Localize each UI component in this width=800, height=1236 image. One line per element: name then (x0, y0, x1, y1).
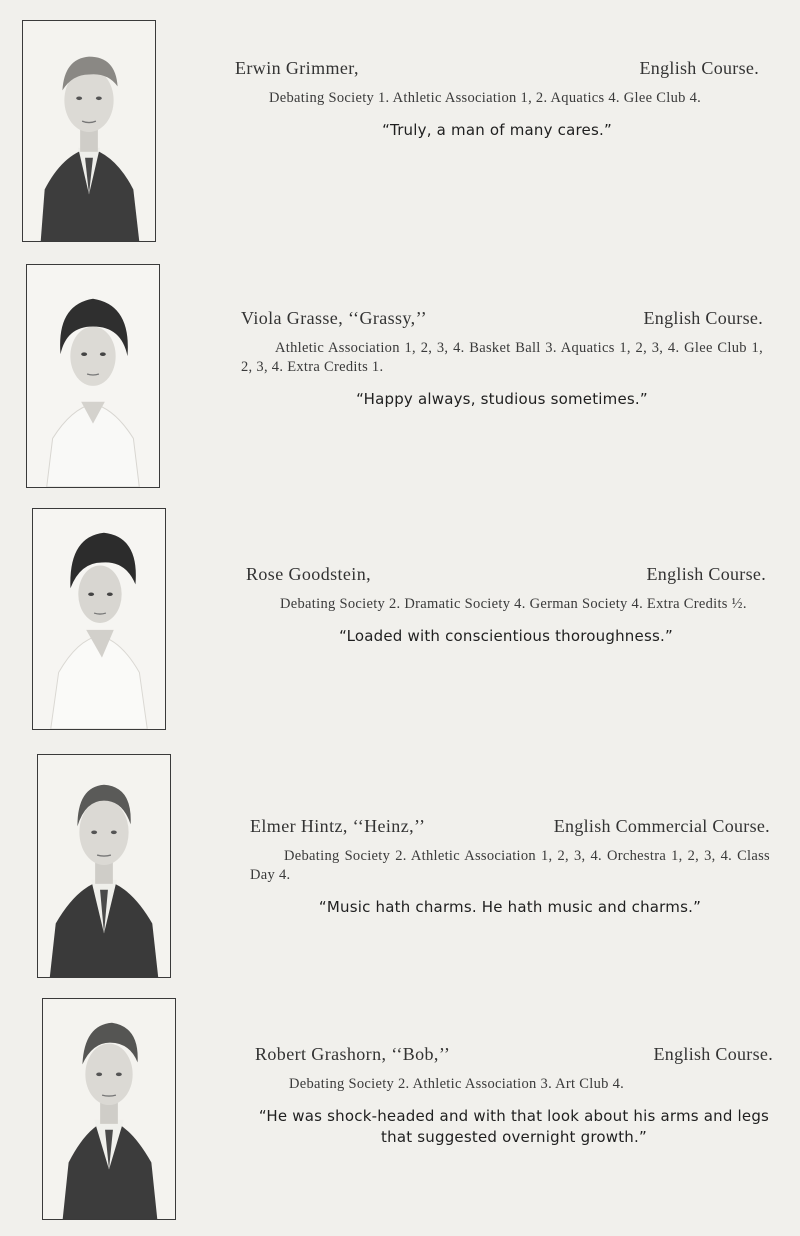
student-info (235, 58, 759, 141)
student-portrait (26, 264, 160, 488)
activities: Debating Society 1. Athletic Association 1, 2. Aquatics 4. Glee Club 4. (269, 90, 702, 106)
student-quote: “Music hath charms. He hath music and charms.” (318, 898, 702, 916)
student-portrait (42, 998, 176, 1220)
name-line (235, 58, 759, 79)
student-quote: “He was shock-headed and with that look about his arms and legs that suggested overnight growth.” (258, 1107, 770, 1146)
course-name: English Commercial Course. (553, 816, 770, 836)
course-name: English Course. (643, 308, 763, 328)
course-name: English Course. (646, 564, 766, 584)
student-info (241, 308, 763, 410)
student-name: Elmer Hintz, ‘‘Heinz,’’ (250, 816, 426, 836)
student-name: Erwin Grimmer, (235, 58, 359, 78)
student-name: Rose Goodstein, (246, 564, 371, 584)
name-line (250, 816, 770, 837)
student-info (255, 1044, 773, 1148)
course-name: English Course. (653, 1044, 773, 1064)
student-quote: “Truly, a man of many cares.” (382, 121, 612, 139)
activities: Debating Society 2. Athletic Association 3. Art Club 4. (289, 1076, 625, 1092)
activities: Debating Society 2. Dramatic Society 4. German Society 4. Extra Credits ½. (280, 596, 747, 612)
student-quote: “Happy always, studious sometimes.” (356, 390, 648, 408)
student-info (246, 564, 766, 647)
student-info (250, 816, 770, 918)
student-quote: “Loaded with conscientious thoroughness.” (339, 627, 673, 645)
student-portrait (37, 754, 171, 978)
activities: Athletic Association 1, 2, 3, 4. Basket Ball 3. Aquatics 1, 2, 3, 4. Glee Club 1, 2, 3, 4. Extra Credits 1. (241, 340, 763, 375)
activities: Debating Society 2. Athletic Association 1, 2, 3, 4. Orchestra 1, 2, 3, 4. Class Day 4. (250, 848, 770, 883)
student-name: Robert Grashorn, ‘‘Bob,’’ (255, 1044, 451, 1064)
name-line (246, 564, 766, 585)
name-line (255, 1044, 773, 1065)
name-line (241, 308, 763, 329)
student-portrait (22, 20, 156, 242)
student-name: Viola Grasse, ‘‘Grassy,’’ (241, 308, 428, 328)
student-portrait (32, 508, 166, 730)
course-name: English Course. (639, 58, 759, 78)
